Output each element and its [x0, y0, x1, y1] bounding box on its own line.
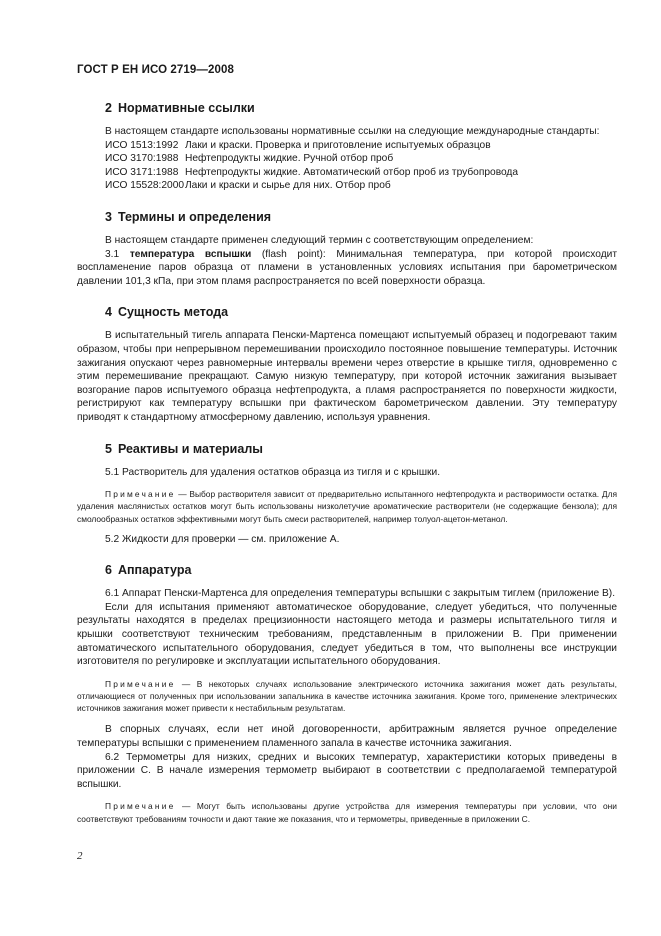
reference-code: ИСО 3170:1988 — [105, 153, 179, 165]
section-6-heading — [77, 562, 617, 578]
section-3-title: Термины и определения — [117, 209, 272, 224]
section-5-heading — [77, 441, 617, 457]
section-3-number: 3 — [105, 209, 112, 224]
reference-item — [77, 152, 617, 166]
reference-title: Нефтепродукты жидкие. Автоматический отбор проб из трубопровода — [185, 166, 519, 178]
section-2-number: 2 — [105, 101, 112, 115]
paragraph-5-2: 5.2 Жидкости для проверки — см. приложение А. — [105, 533, 340, 545]
section-5-title: Реактивы и материалы — [117, 441, 263, 456]
page-number: 2 — [77, 850, 83, 862]
section-4-text: В испытательный тигель аппарата Пенски-Мартенса помещают испытуемый образец и подогревают таким образом, чтобы при непрерывном перемешивании происходило постоянное повышение температуры. Источник зажигания опускают через равномерные интервалы времени через отверстие в крышке тигля, одновременно с этим перемешивание прекращают. Самую низкую температуру, при которой источник зажигания вызывает возгорание паров испытуемого образца нефтепродукта, а пламя распространяется по поверхности жидкости, регистрируют как температуру вспышки при фактическом барометрическом давлении. Эту температуру приводят к стандартному атмосферному давлению, используя уравнения. — [77, 330, 617, 423]
note-label: Примечание — [105, 489, 176, 500]
note-text: — Могут быть использованы другие устройства для измерения температуры при условии, что они соответствуют требованиям точности и дают такие же показания, что и термометры, приведенные в приложении С. — [77, 801, 617, 824]
section-6-number: 6 — [105, 563, 112, 578]
definition-3-1 — [77, 248, 617, 289]
reference-item — [77, 179, 617, 193]
reference-item — [77, 166, 617, 180]
reference-list — [77, 139, 617, 193]
reference-title: Нефтепродукты жидкие. Ручной отбор проб — [185, 153, 394, 165]
section-4-heading — [77, 304, 617, 320]
section-3-heading — [77, 209, 617, 225]
section-6-title: Аппаратура — [117, 563, 192, 578]
reference-code: ИСО 15528:2000 — [105, 180, 185, 192]
section-2-intro: В настоящем стандарте использованы нормативные ссылки на следующие международные стандарты: — [105, 126, 600, 137]
section-4-title: Сущность метода — [117, 305, 229, 320]
note-text: — В некоторых случаях использование электрического источника зажигания может дать результаты, отличающиеся от полученных при использовании запальника в качестве источника зажигания. Кроме того, применение электрических источников зажигания может привести к нестабильным результатам. — [77, 678, 617, 714]
definition-text: (flash point): Минимальная температура, при которой происходит воспламенение паров образца от пламени в установленных условиях испытания при барометрическом давлении 101,3 кПа, при этом пламя распространяется по всей поверхности образца. — [77, 248, 617, 287]
note-5 — [77, 488, 617, 525]
paragraph-6-automatic: Если для испытания применяют автоматическое оборудование, следует убедиться, что полученные результаты находятся в пределах прецизионности настоящего метода и размеры испытательного тигля и крышки соответствуют техническим требованиям, представленным в приложении В. При применении автоматического испытательного оборудования, следует убедиться в том, что выполнены все инструкции изготовителя по регулировке и эксплуатации испытательного оборудования. — [77, 601, 617, 668]
document-body — [77, 96, 617, 825]
reference-code: ИСО 3171:1988 — [105, 166, 179, 178]
section-5-number: 5 — [105, 441, 112, 456]
paragraph-6-2: 6.2 Термометры для низких, средних и высоких температур, характеристики которых приведены в приложении С. В начале измерения термометр выбирают в соответствии с предполагаемой температурой вспышки. — [77, 751, 617, 790]
definition-term: температура вспышки — [129, 248, 252, 260]
paragraph-6-disputes: В спорных случаях, если нет иной договоренности, арбитражным является ручное определение температуры вспышки с применением пламенного запала в качестве источника зажигания. — [77, 724, 617, 750]
note-label: Примечание — [105, 801, 176, 812]
note-label: Примечание — [105, 678, 176, 689]
reference-item — [77, 139, 617, 153]
paragraph-5-1: 5.1 Растворитель для удаления остатков образца из тигля и с крышки. — [105, 466, 441, 478]
document-header: ГОСТ Р ЕН ИСО 2719—2008 — [77, 64, 234, 76]
section-3-intro: В настоящем стандарте применен следующий термин с соответствующим определением: — [105, 234, 534, 246]
paragraph-6-1: 6.1 Аппарат Пенски-Мартенса для определения температуры вспышки с закрытым тиглем (приложение В). — [105, 588, 616, 600]
section-2-heading — [77, 100, 617, 116]
reference-code: ИСО 1513:1992 — [105, 139, 179, 151]
note-text: — Выбор растворителя зависит от предварительно испытанного нефтепродукта и растворимости остатка. Для удаления маслянистых остатков могут быть использованы низколетучие ароматические растворители (не содержащие бензола); для смолообразных остатков эффективными могут быть смеси растворителей, например толуол-ацетон-метанол. — [77, 489, 617, 524]
section-4-number: 4 — [105, 305, 112, 320]
definition-number: 3.1 — [105, 248, 120, 260]
reference-title: Лаки и краски и сырье для них. Отбор проб — [185, 180, 391, 192]
note-6-1 — [77, 678, 617, 715]
section-2-title: Нормативные ссылки — [117, 101, 255, 115]
reference-title: Лаки и краски. Проверка и приготовление испытуемых образцов — [185, 139, 491, 151]
note-6-2 — [77, 800, 617, 824]
